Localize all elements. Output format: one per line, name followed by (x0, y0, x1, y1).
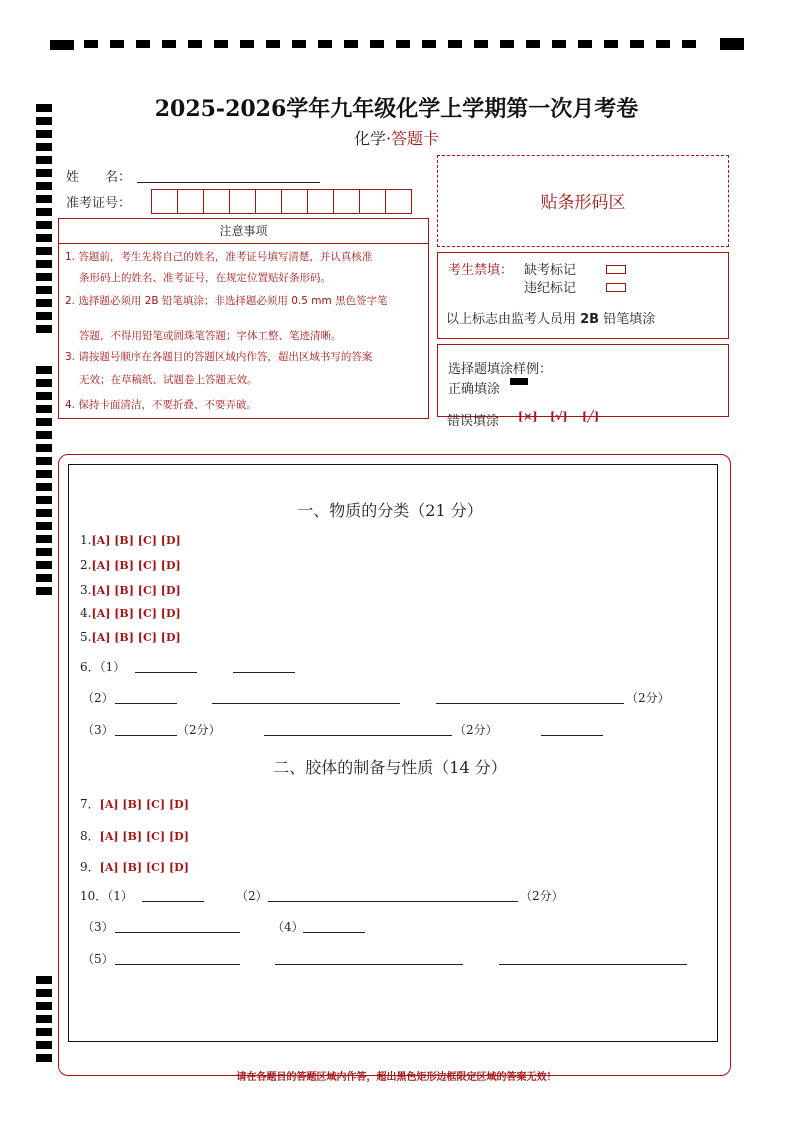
page-title: 2025-2026学年九年级化学上学期第一次月考卷 (154, 96, 639, 122)
absent-label: 缺考标记 (524, 263, 577, 278)
q10-1-blank[interactable] (142, 901, 204, 902)
q6-1-blank-a[interactable] (135, 672, 197, 673)
proctor-box (437, 252, 729, 339)
barcode-zone (437, 155, 729, 247)
section-2-title: 二、胶体的制备与性质（14 分） (273, 758, 507, 777)
q10-1-label: 10．（1） (80, 889, 133, 903)
note-4: 4. 保持卡面清洁，不要折叠、不要弄破。 (65, 399, 257, 411)
note-2b: 答题，不得用铅笔或圆珠笔答题；字体工整、笔迹清晰。 (79, 330, 342, 342)
sample-wrong-mark-2: [√] (550, 410, 568, 423)
name-label: 姓 名： (66, 170, 132, 185)
name-field[interactable] (137, 182, 320, 183)
q6-3-blank-a[interactable] (115, 735, 177, 736)
absent-checkbox[interactable] (606, 265, 626, 274)
question-1[interactable]: 1.[A] [B] [C] [D] (80, 533, 181, 547)
notes-box (58, 243, 429, 419)
note-1a: 1. 答题前，考生先将自己的姓名，准考证号填写清楚，并认真核准 (65, 251, 373, 263)
sample-wrong-mark-1: [×] (518, 410, 538, 423)
q10-2-points: （2分） (520, 889, 564, 903)
sample-label: 选择题填涂样例： (448, 362, 553, 377)
q10-3-label: （3） (82, 920, 114, 934)
note-1b: 条形码上的姓名、准考证号，在规定位置贴好条形码。 (79, 272, 331, 284)
q10-2-label: （2） (236, 889, 268, 903)
question-8[interactable]: 8．[A] [B] [C] [D] (80, 829, 189, 843)
q6-2-blank-b[interactable] (212, 703, 400, 704)
note-3a: 3. 请按题号顺序在各题目的答题区域内作答，超出区域书写的答案 (65, 351, 373, 363)
q6-1-label: 6．（1） (80, 660, 126, 674)
sample-wrong-mark-3: [╱] (582, 410, 600, 423)
exam-id-label: 准考证号： (66, 196, 132, 211)
notes-heading: 注意事项 (219, 224, 268, 238)
violation-label: 违纪标记 (524, 281, 577, 296)
q10-5-blank-a[interactable] (115, 964, 240, 965)
q6-2-blank-c[interactable] (436, 703, 624, 704)
answer-region-inner (68, 464, 718, 1042)
q10-5-label: （5） (82, 952, 114, 966)
q10-4-blank[interactable] (303, 932, 365, 933)
q10-5-blank-b[interactable] (275, 964, 463, 965)
proctor-note: 以上标志由监考人员用 2B 铅笔填涂 (446, 312, 656, 327)
q6-3-points-b: （2分） (454, 723, 498, 737)
page-subtitle (0, 126, 793, 149)
sample-correct-label: 正确填涂 (448, 382, 501, 397)
q6-3-label: （3） (82, 723, 114, 737)
q6-2-blank-a[interactable] (115, 703, 177, 704)
violation-checkbox[interactable] (606, 283, 626, 292)
note-3b: 无效；在草稿纸、试题卷上答题无效。 (79, 374, 258, 386)
note-2a: 2. 选择题必须用 2B 铅笔填涂；非选择题必须用 0.5 mm 黑色签字笔 (65, 295, 388, 307)
barcode-label: 贴条形码区 (540, 193, 626, 213)
subtitle-subject: 化学· (353, 129, 392, 148)
q6-3-blank-c[interactable] (541, 735, 603, 736)
notes-heading-box (58, 218, 429, 244)
subtitle-card: 答题卡 (391, 129, 440, 148)
q6-1-blank-b[interactable] (233, 672, 295, 673)
question-2[interactable]: 2.[A] [B] [C] [D] (80, 558, 181, 572)
footer-warning: 请在各题目的答题区域内作答，超出黑色矩形边框限定区域的答案无效！ (236, 1072, 557, 1083)
q10-2-blank[interactable] (268, 901, 518, 902)
q10-3-blank[interactable] (115, 932, 240, 933)
question-5[interactable]: 5.[A] [B] [C] [D] (80, 630, 181, 644)
section-1-title: 一、物质的分类（21 分） (297, 501, 483, 520)
question-4[interactable]: 4.[A] [B] [C] [D] (80, 606, 181, 620)
question-9[interactable]: 9．[A] [B] [C] [D] (80, 860, 189, 874)
q6-2-label: （2） (82, 691, 114, 705)
q10-5-blank-c[interactable] (499, 964, 687, 965)
proctor-label: 考生禁填： (448, 263, 514, 278)
q10-4-label: （4） (272, 920, 304, 934)
question-7[interactable]: 7．[A] [B] [C] [D] (80, 797, 189, 811)
question-3[interactable]: 3.[A] [B] [C] [D] (80, 583, 181, 597)
q6-2-points: （2分） (626, 691, 670, 705)
q6-3-blank-b[interactable] (264, 735, 452, 736)
sample-correct-mark (510, 378, 528, 385)
q6-3-points-a: （2分） (177, 723, 221, 737)
sample-box (437, 344, 729, 417)
sample-wrong-label: 错误填涂 (447, 414, 500, 429)
